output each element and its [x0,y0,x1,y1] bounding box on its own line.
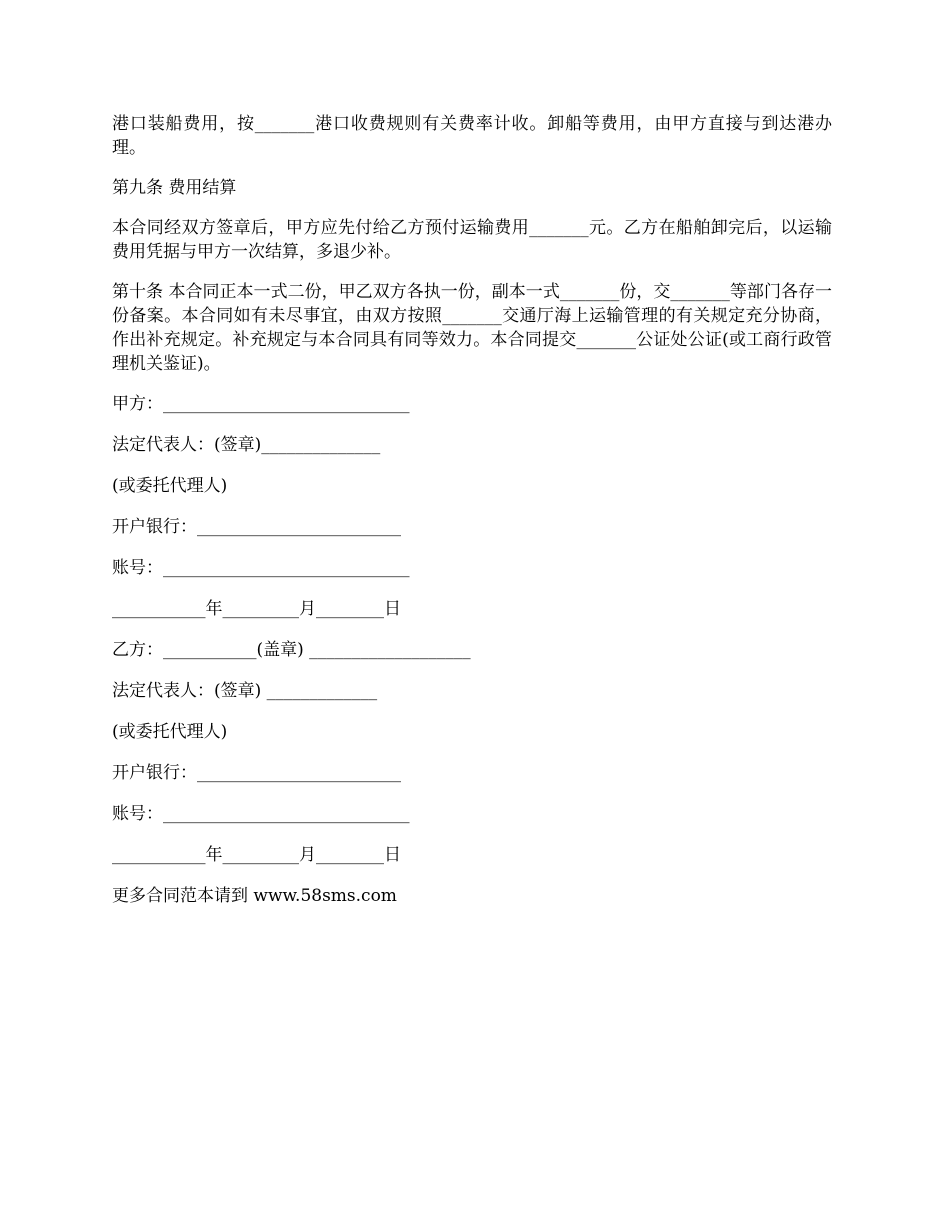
party-a-date: ___________年_________月________日 [112,599,401,619]
party-b-account: 账号：_____________________________ [112,804,410,824]
party-b-block [112,638,832,867]
party-b-representative: 法定代表人：(签章) _____________ [112,681,378,701]
clause-9-heading: 第九条 费用结算 [112,178,237,198]
party-a-representative: 法定代表人：(签章)______________ [112,435,381,455]
party-b-bank: 开户银行：________________________ [112,763,401,783]
contract-page [112,112,832,925]
party-b-date: ___________年_________月________日 [112,845,401,865]
party-a-account: 账号：_____________________________ [112,558,410,578]
footer-note: 更多合同范本请到 www.58sms.com [112,886,397,906]
party-b-name: 乙方：___________(盖章) ___________________ [112,640,471,660]
party-a-agent: (或委托代理人) [112,476,228,496]
clause-10-body: 第十条 本合同正本一式二份，甲乙双方各执一份，副本一式_______份，交_______等部门各存一份备案。本合同如有未尽事宜，由双方按照_______交通厅海上运输管理的有关规定充分协商，作出补充规定。补充规定与本合同具有同等效力。本合同提交_______公证处公证(或工商行政管理机关鉴证)。 [112,282,832,374]
party-b-agent: (或委托代理人) [112,722,228,742]
party-a-bank: 开户银行：________________________ [112,517,401,537]
party-a-block [112,392,832,621]
party-a-name: 甲方：_____________________________ [112,394,410,414]
clause-port-fees: 港口装船费用，按_______港口收费规则有关费率计收。卸船等费用，由甲方直接与到达港办理。 [112,114,832,158]
clause-9-body: 本合同经双方签章后，甲方应先付给乙方预付运输费用_______元。乙方在船舶卸完后，以运输费用凭据与甲方一次结算，多退少补。 [112,218,832,262]
